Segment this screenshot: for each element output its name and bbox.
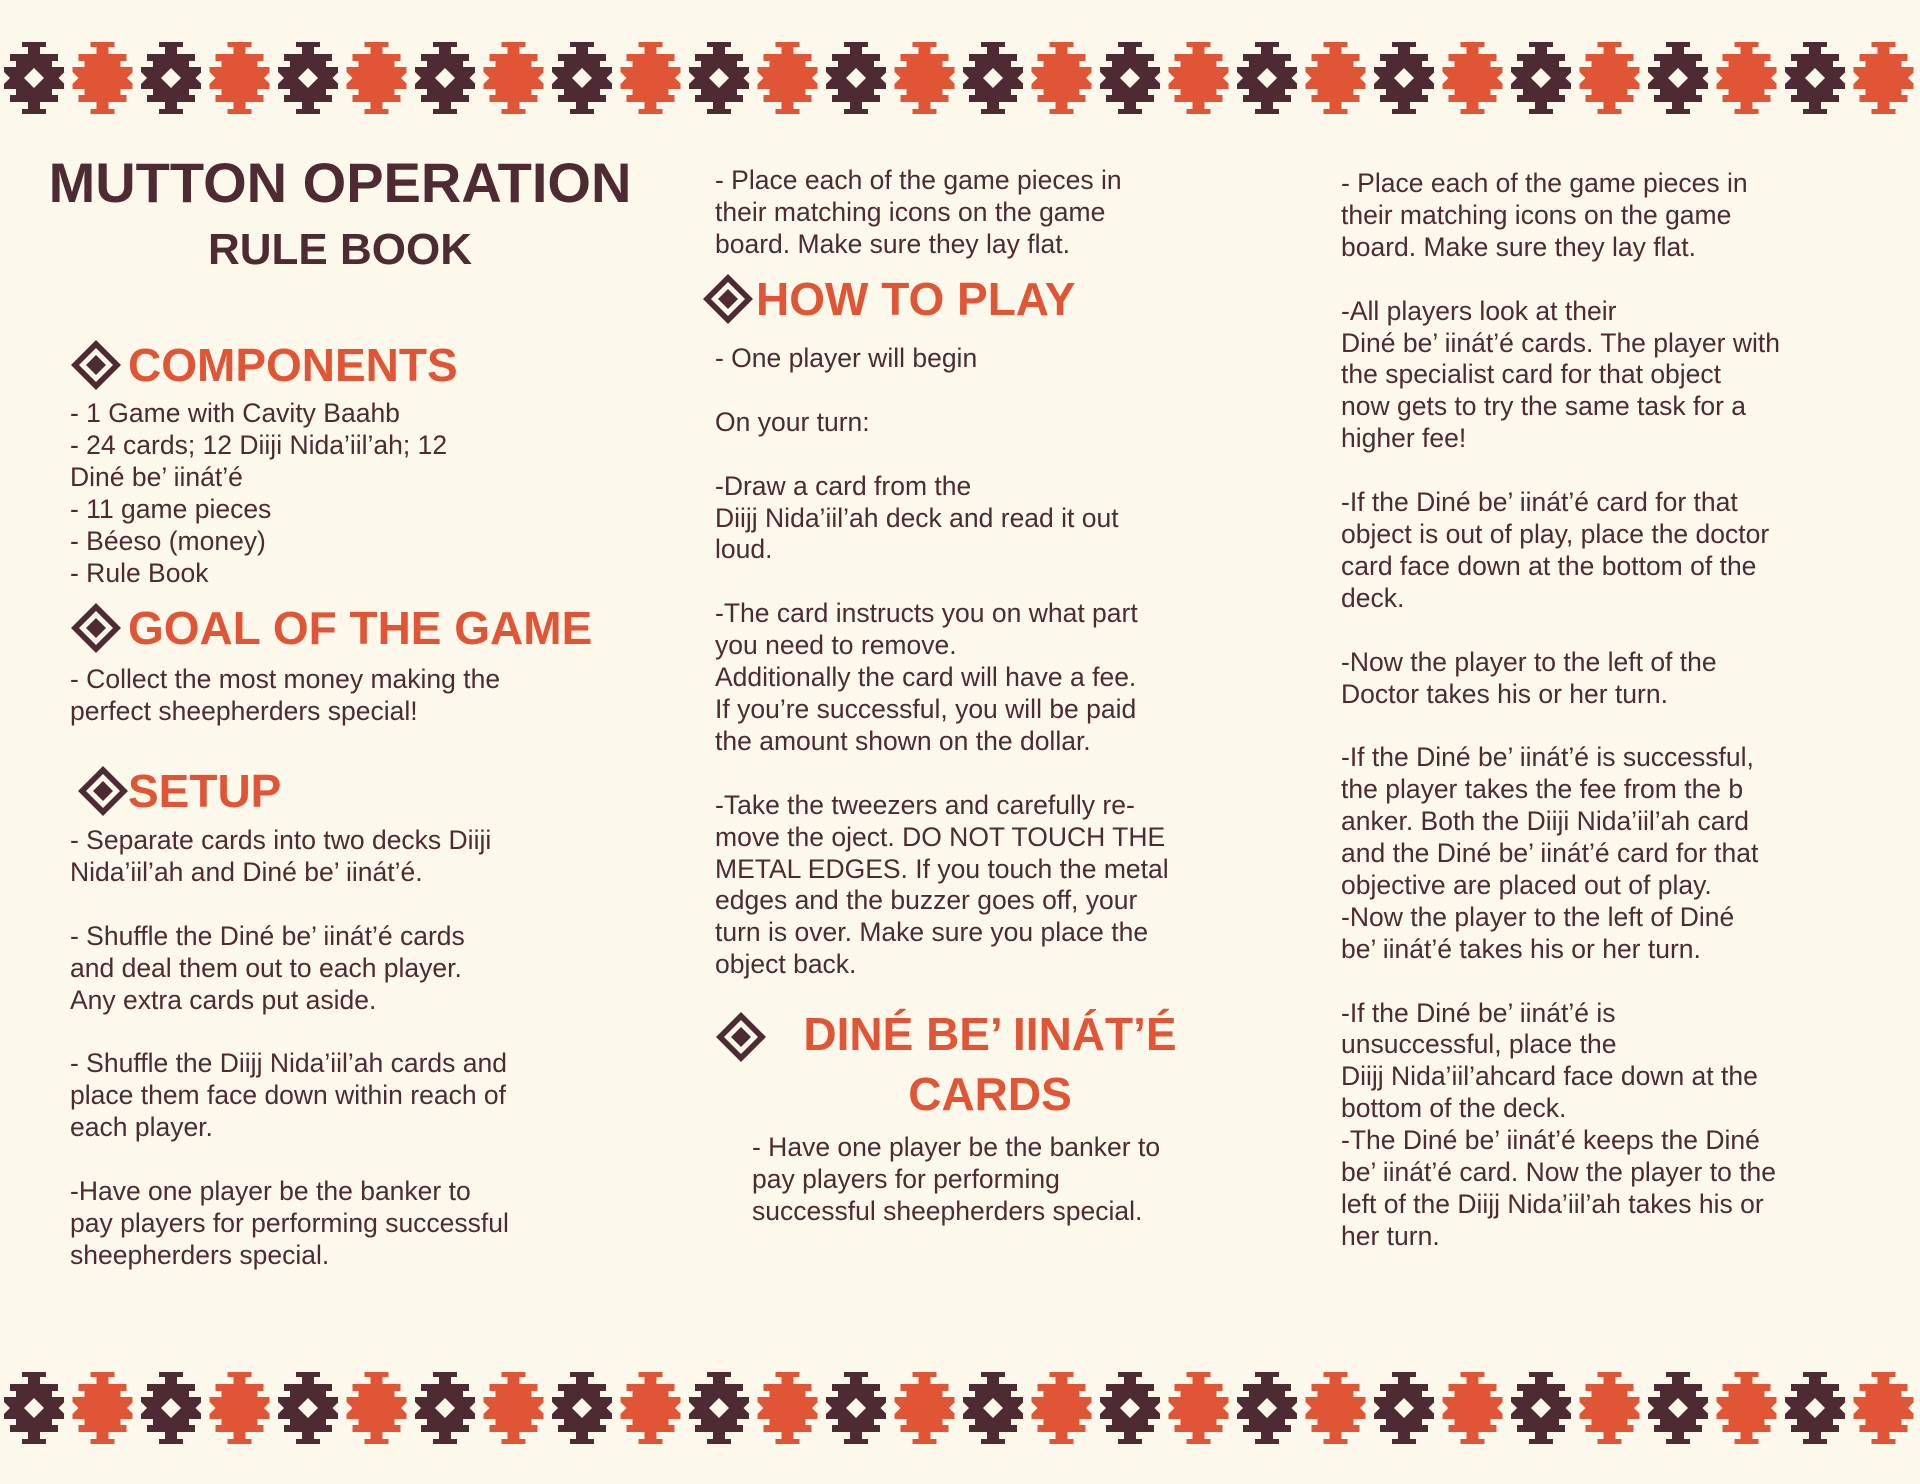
diamond-icon	[716, 1012, 766, 1062]
bottom-pattern-border	[0, 1372, 1920, 1452]
page-title: MUTTON OPERATION	[48, 151, 632, 214]
page-subtitle: RULE BOOK	[208, 225, 472, 274]
how-to-play-heading: HOW TO PLAY	[756, 273, 1076, 325]
dine-cards-heading-line2: CARDS	[908, 1068, 1072, 1120]
dine-cards-text: - Have one player be the banker to pay players for performing successful sheepherders special.	[752, 1132, 1161, 1226]
components-list: - 1 Game with Cavity Baahb - 24 cards; 12 Diiji Nida’iil’ah; 12 Diné be’ iinát’é - 11 game pieces - Béeso (money) - Rule Book	[70, 398, 448, 588]
components-heading: COMPONENTS	[128, 339, 458, 391]
goal-heading: GOAL OF THE GAME	[128, 602, 593, 654]
setup-text: - Separate cards into two decks Diiji Nida’iil’ah and Diné be’ iinát’é. - Shuffle the Diné be’ iinát’é cards and deal them out to each player. Any extra cards put aside. - Shuffle the Diijj Nida’iil’ah cards and place them face down within reach of each player. -Have one player be the banker to pay players for performing successful sheepherders special.	[70, 825, 509, 1270]
goal-text: - Collect the most money making the perfect sheepherders special!	[70, 664, 501, 726]
how-to-play-text: - One player will begin On your turn: -Draw a card from the Diijj Nida’iil’ah deck and read it out loud. -The card instructs you on what part you need to remove. Additionally the card will have a fee. If you’re successful, you will be paid the amount shown on the dollar. -Take the tweezers and carefully re- move the oject. DO NOT TOUCH THE METAL EDGES. If you touch the metal edges and the buzzer goes off, your turn is over. Make sure you place the object back.	[715, 343, 1169, 980]
diamond-icon	[703, 274, 753, 324]
dine-cards-heading-line1: DINÉ BE’ IINÁT’É	[803, 1008, 1177, 1060]
col3-text: - Place each of the game pieces in their matching icons on the game board. Make sure they lay flat. -All players look at their Diné be’ iinát’é cards. The player with the specialist card for that object now gets to try the same task for a higher fee! -If the Diné be’ iinát’é card for that object is out of play, place the doctor card face down at the bottom of the deck. -Now the player to the left of the Doctor takes his or her turn. -If the Diné be’ iinát’é is successful, the player takes the fee from the b anker. Both the Diiji Nida’iil’ah card and the Diné be’ iinát’é card for that objective are placed out of play. -Now the player to the left of Diné be’ iinát’é takes his or her turn. -If the Diné be’ iinát’é is unsuccessful, place the Diijj Nida’iil’ahcard face down at the bottom of the deck. -The Diné be’ iinát’é keeps the Diné be’ iinát’é card. Now the player to the left of the Diijj Nida’iil’ah takes his or her turn.	[1341, 168, 1780, 1251]
diamond-icon	[71, 603, 121, 653]
setup-heading: SETUP	[128, 765, 282, 817]
diamond-icon	[71, 340, 121, 390]
diamond-icon	[78, 766, 128, 816]
col2-intro-text: - Place each of the game pieces in their matching icons on the game board. Make sure they lay flat.	[715, 165, 1122, 259]
top-pattern-border	[0, 42, 1920, 122]
